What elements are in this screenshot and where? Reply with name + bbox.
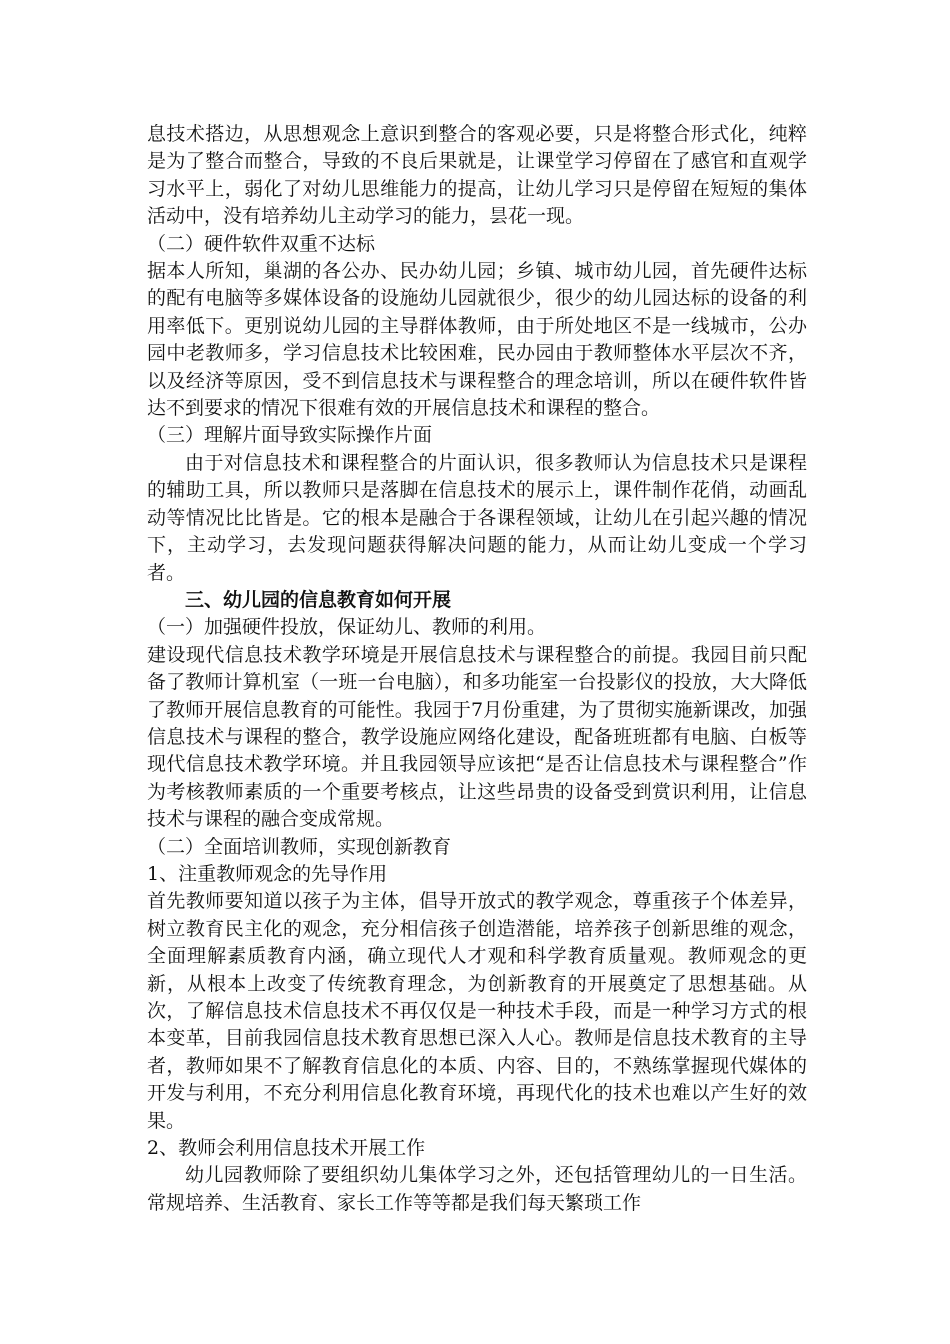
paragraph-hardware-investment: 建设现代信息技术教学环境是开展信息技术与课程整合的前提。我园目前只配备了教师计算机室（一班一台电脑），和多功能室一台投影仪的投放，大大降低了教师开展信息教育的可能性。我园于7月份重建，为了贯彻实施新课改，加强信息技术与课程的整合，教学设施应网络化建设，配备班班都有电脑、白板等现代信息技术教学环境。并且我园领导应该把“是否让信息技术与课程整合”作为考核教师素质的一个重要考核点，让这些昂贵的设备受到赏识利用，让信息技术与课程的融合变成常规。 xyxy=(147,643,807,831)
paragraph-continuation: 息技术搭边，从思想观念上意识到整合的客观必要，只是将整合形式化，纯粹是为了整合而整合，导致的不良后果就是，让课堂学习停留在了感官和直观学习水平上，弱化了对幼儿思维能力的提高，让幼儿学习只是停留在短短的集体活动中，没有培养幼儿主动学习的能力，昙花一现。 xyxy=(147,123,807,228)
paragraph-teacher-concept: 首先教师要知道以孩子为主体，倡导开放式的教学观念，尊重孩子个体差异，树立教育民主化的观念，充分相信孩子创造潜能，培养孩子创新思维的观念，全面理解素质教育内涵，确立现代人才观和科学教育质量观。教师观念的更新，从根本上改变了传统教育理念，为创新教育的开展奠定了思想基础。从次，了解信息技术信息技术不再仅仅是一种技术手段，而是一种学习方式的根本变革，目前我园信息技术教育思想已深入人心。教师是信息技术教育的主导者，教师如果不了解教育信息化的本质、内容、目的，不熟练掌握现代媒体的开发与利用，不充分利用信息化教育环境，再现代化的技术也难以产生好的效果。 xyxy=(147,890,807,1132)
paragraph-hardware-software: 据本人所知，巢湖的各公办、民办幼儿园；乡镇、城市幼儿园，首先硬件达标的配有电脑等多媒体设备的设施幼儿园就很少，很少的幼儿园达标的设备的利用率低下。更别说幼儿园的主导群体教师，由于所处地区不是一线城市，公办园中老教师多，学习信息技术比较困难，民办园由于教师整体水平层次不齐，以及经济等原因，受不到信息技术与课程整合的理念培训，所以在硬件软件皆达不到要求的情况下很难有效的开展信息技术和课程的整合。 xyxy=(147,260,807,420)
section-heading-3: 三、幼儿园的信息教育如何开展 xyxy=(185,588,452,611)
subheading-teacher-training: （二）全面培训教师，实现创新教育 xyxy=(147,835,452,858)
paragraph-use-technology: 幼儿园教师除了要组织幼儿集体学习之外，还包括管理幼儿的一日生活。常规培养、生活教育、家长工作等等都是我们每天繁琐工作 xyxy=(147,1164,807,1214)
paragraph-partial-understanding: 由于对信息技术和课程整合的片面认识，很多教师认为信息技术只是课程的辅助工具，所以教师只是落脚在信息技术的展示上，课件制作花俏，动画乱动等情况比比皆是。它的根本是融合于各课程领域，让幼儿在引起兴趣的情况下，主动学习，去发现问题获得解决问题的能力，从而让幼儿变成一个学习者。 xyxy=(147,451,807,584)
subheading-teacher-concept: 1、注重教师观念的先导作用 xyxy=(147,862,388,885)
subheading-use-technology: 2、教师会利用信息技术开展工作 xyxy=(147,1137,426,1160)
subheading-hardware-software: （二）硬件软件双重不达标 xyxy=(147,232,376,255)
document-body xyxy=(147,121,807,1217)
subheading-hardware-investment: （一）加强硬件投放，保证幼儿、教师的利用。 xyxy=(147,616,547,639)
subheading-partial-understanding: （三）理解片面导致实际操作片面 xyxy=(147,424,433,447)
